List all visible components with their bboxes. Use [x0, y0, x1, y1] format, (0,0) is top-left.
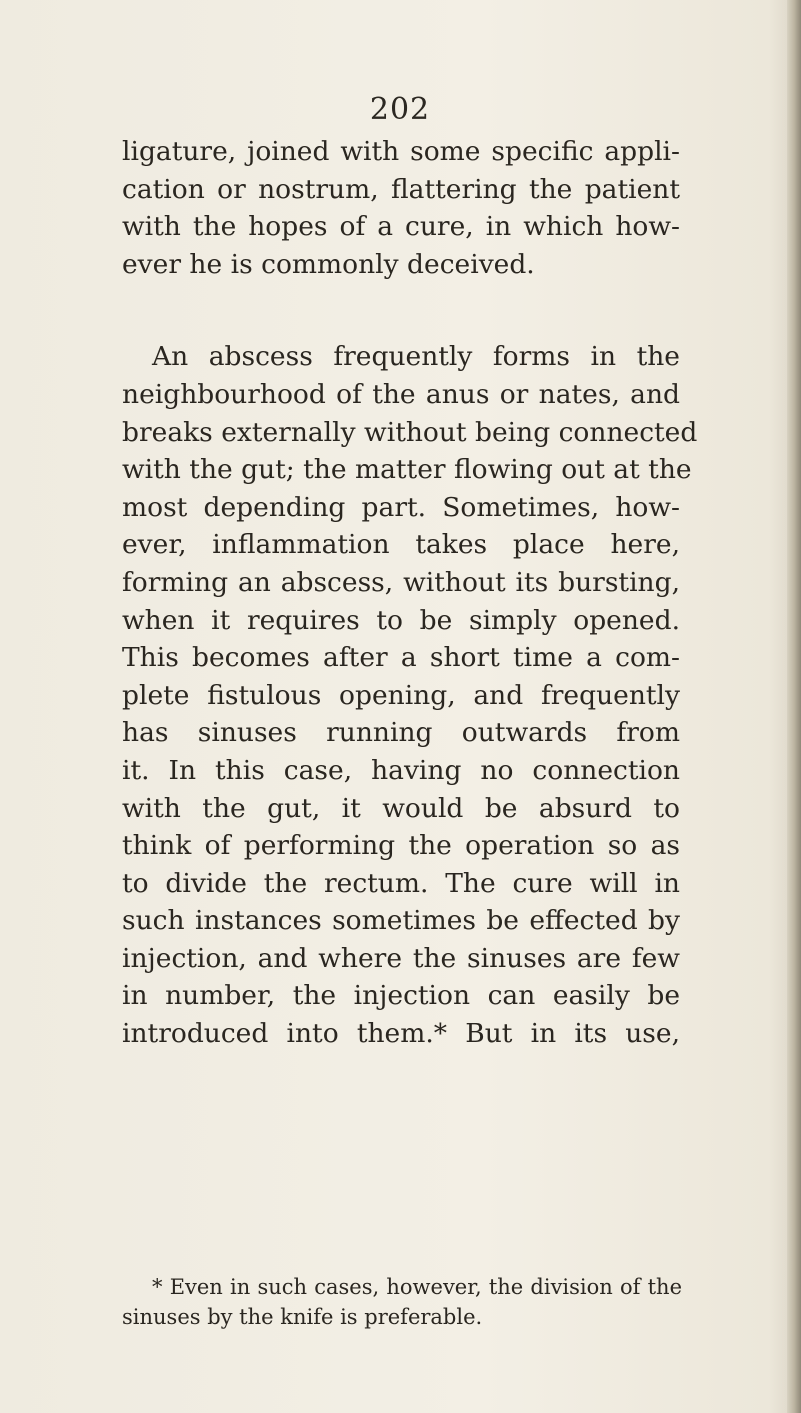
text-line: introduced into them.* But in its use, [122, 1018, 680, 1050]
text-line: neighbourhood of the anus or nates, and [122, 378, 680, 410]
page-number: 202 [369, 92, 431, 127]
text-line: to divide the rectum. The cure will in [122, 867, 680, 899]
body-text [122, 133, 698, 1053]
text-line: ligature, joined with some specific appli- [122, 136, 680, 167]
text-line: plete fistulous opening, and frequently [122, 679, 680, 711]
text-line: it. In this case, having no connection [122, 754, 680, 786]
text-line: breaks externally without being connected [122, 416, 698, 448]
text-line: forming an abscess, without its bursting, [122, 566, 680, 598]
text-line: most depending part. Sometimes, how- [122, 491, 680, 523]
text-line: An abscess frequently forms in the [152, 341, 680, 373]
text-line: cation or nostrum, flattering the patient [122, 173, 680, 205]
text-line: This becomes after a short time a com- [122, 642, 680, 674]
text-line: with the gut; the matter flowing out at the [122, 454, 692, 486]
footnote-line: sinuses by the knife is preferable. [122, 1305, 483, 1329]
text-line: such instances sometimes be effected by [122, 905, 680, 937]
text-line: injection, and where the sinuses are few [122, 942, 680, 974]
text-line: with the hopes of a cure, in which how- [122, 211, 680, 243]
text-line: think of performing the operation so as [122, 830, 680, 862]
text-line: with the gut, it would be absurd to [122, 792, 680, 824]
footnote-line: * Even in such cases, however, the division of the [152, 1275, 682, 1299]
text-line: when it requires to be simply opened. [122, 604, 680, 636]
text-line: has sinuses running outwards from [122, 717, 680, 749]
page-edge-shadow [787, 0, 801, 1413]
footnote [122, 1272, 682, 1332]
paragraph-1 [122, 133, 680, 283]
text-line: ever he is commonly deceived. [122, 248, 535, 280]
text-line: ever, inflammation takes place here, [122, 529, 680, 561]
text-line: in number, the injection can easily be [122, 980, 680, 1012]
paragraph-2 [122, 338, 698, 1052]
